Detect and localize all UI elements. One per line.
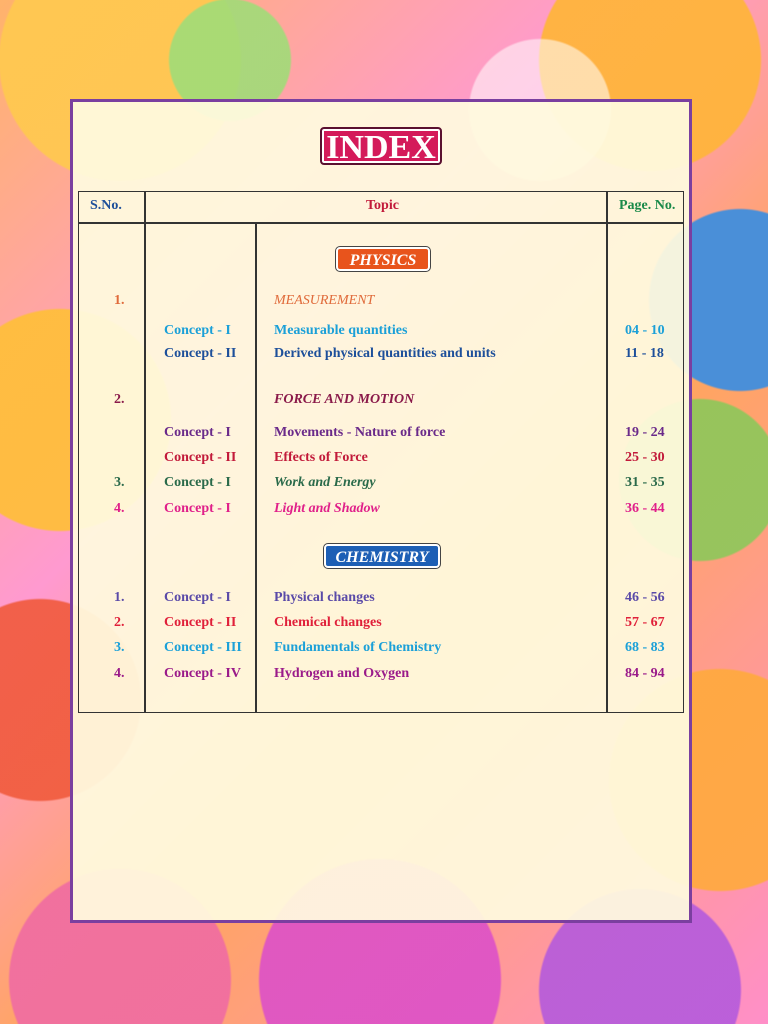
row-topic: Light and Shadow (274, 501, 380, 516)
row-topic: Fundamentals of Chemistry (274, 640, 442, 655)
row-sno: 3. (114, 475, 125, 490)
row-pages: 19 - 24 (625, 425, 665, 440)
row-sno: 1. (114, 590, 125, 605)
row-sno: 2. (114, 392, 125, 407)
row-sno: 2. (114, 615, 125, 630)
row-pages: 57 - 67 (625, 615, 665, 630)
concept-column-divider (255, 222, 257, 713)
row-topic: Effects of Force (274, 450, 368, 465)
row-concept: Concept - I (164, 501, 231, 516)
row-concept: Concept - I (164, 475, 231, 490)
row-concept: Concept - II (164, 615, 237, 630)
section-physics: PHYSICS (336, 247, 430, 271)
header-sno: S.No. (90, 198, 122, 213)
row-topic: MEASUREMENT (274, 293, 375, 308)
row-concept: Concept - I (164, 425, 231, 440)
row-concept: Concept - III (164, 640, 242, 655)
row-sno: 4. (114, 666, 125, 681)
row-pages: 31 - 35 (625, 475, 665, 490)
header-divider (78, 222, 684, 224)
row-pages: 36 - 44 (625, 501, 665, 516)
row-pages: 25 - 30 (625, 450, 665, 465)
row-sno: 4. (114, 501, 125, 516)
row-topic: Measurable quantities (274, 323, 408, 338)
row-pages: 46 - 56 (625, 590, 665, 605)
section-chemistry: CHEMISTRY (324, 544, 440, 568)
row-concept: Concept - II (164, 450, 237, 465)
header-topic: Topic (366, 198, 399, 213)
row-pages: 68 - 83 (625, 640, 665, 655)
row-concept: Concept - II (164, 346, 237, 361)
row-concept: Concept - IV (164, 666, 241, 681)
row-pages: 11 - 18 (625, 346, 664, 361)
row-topic: Chemical changes (274, 615, 382, 630)
row-topic: Hydrogen and Oxygen (274, 666, 410, 681)
row-pages: 04 - 10 (625, 323, 665, 338)
row-concept: Concept - I (164, 590, 231, 605)
row-topic: FORCE AND MOTION (274, 392, 415, 407)
sno-column-divider (144, 191, 146, 713)
row-sno: 1. (114, 293, 125, 308)
row-topic: Work and Energy (274, 475, 376, 490)
row-topic: Derived physical quantities and units (274, 346, 496, 361)
page-column-divider (606, 191, 608, 713)
row-topic: Physical changes (274, 590, 375, 605)
row-concept: Concept - I (164, 323, 231, 338)
row-pages: 84 - 94 (625, 666, 665, 681)
row-sno: 3. (114, 640, 125, 655)
row-topic: Movements - Nature of force (274, 425, 446, 440)
index-title: INDEX (320, 127, 442, 165)
header-page: Page. No. (619, 198, 676, 213)
